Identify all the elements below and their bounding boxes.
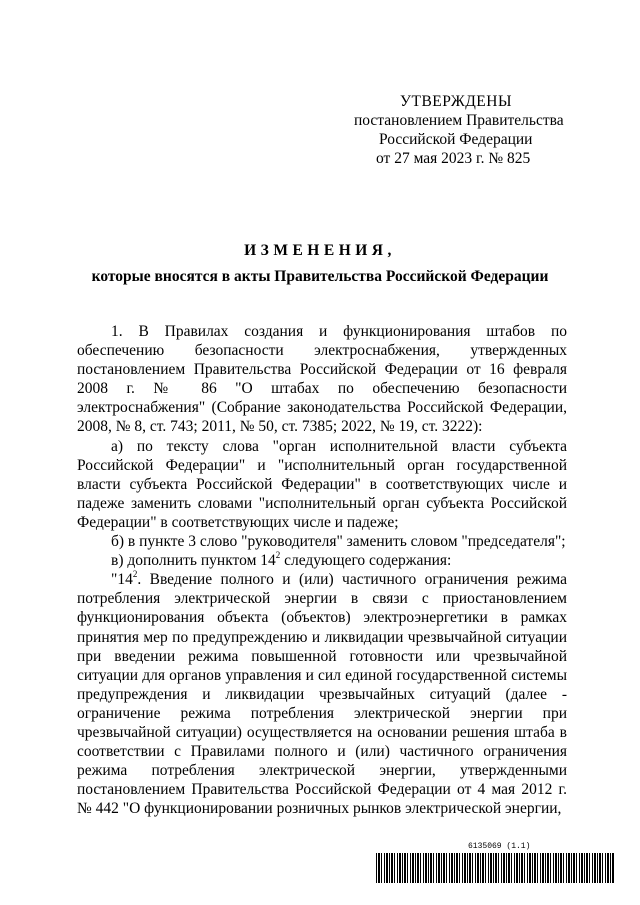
barcode-block (376, 842, 614, 888)
paragraph-c-text-end: следующего содержания: (280, 552, 452, 570)
paragraph-a: а) по тексту слова "орган исполнительной власти субъекта Российской Федерации" и "исполнительный орган государственной власти субъекта Российской Федерации" в соответствующих числе и падеже заменить словами "исполнительный орган субъекта Российской Федерации" в соответствующих числе и падеже; (77, 437, 567, 531)
approval-title: УТВЕРЖДЕНЫ (400, 93, 512, 110)
document-title: ИЗМЕНЕНИЯ, (244, 242, 396, 259)
paragraph-c (77, 551, 567, 570)
barcode-icon (376, 853, 614, 883)
paragraph-14-2 (77, 570, 567, 818)
paragraph-1: 1. В Правилах создания и функционирования штабов по обеспечению безопасности электроснабжения, утвержденных постановлением Правительства Российской Федерации от 16 февраля 2008 г. № 86 "О штабах по обеспечению безопасности электроснабжения" (Собрание законодательства Российской Федерации, 2008, № 8, ст. 743; 2011, № 50, ст. 7385; 2022, № 19, ст. 3222): (77, 323, 567, 436)
paragraph-14-2-superscript: 2 (132, 569, 138, 580)
barcode-code: 6135069 (1.1) (468, 842, 531, 851)
paragraph-14-2-text: . Введение полного и (или) частичного ограничения режима потребления электрической энергии в связи с приостановлением функционирования объекта (объектов) электроэнергетики в рамках принятия мер по предупреждению и ликвидации чрезвычайной ситуации при введении режима повышенной готовности или чрезвычайной ситуации для органов управления и сил единой государственной системы предупреждения и ликвидации чрезвычайных ситуаций (далее - ограничение режима потребления электрической энергии при чрезвычайной ситуации) осуществляется на основании решения штаба в соответствии с Правилами полного и (или) частичного ограничения режима потребления электрической энергии, утвержденными постановлением Правительства Российской Федерации от 4 мая 2012 г. № 442 "О функционировании розничных рынков электрической энергии, (77, 571, 567, 818)
document-subtitle: которые вносятся в акты Правительства Российской Федерации (91, 268, 549, 285)
paragraph-c-text: в) дополнить пунктом 14 (111, 552, 276, 570)
paragraph-c-superscript: 2 (275, 549, 281, 560)
document-body (77, 322, 567, 818)
paragraph-b: б) в пункте 3 слово "руководителя" заменить словом "председателя"; (111, 533, 566, 551)
approval-line-resolution: постановлением Правительства (354, 112, 564, 129)
approval-line-federation: Российской Федерации (379, 131, 533, 148)
paragraph-14-2-number: "14 (111, 571, 133, 589)
approval-line-date: от 27 мая 2023 г. № 825 (376, 150, 531, 167)
approval-block (300, 92, 610, 168)
